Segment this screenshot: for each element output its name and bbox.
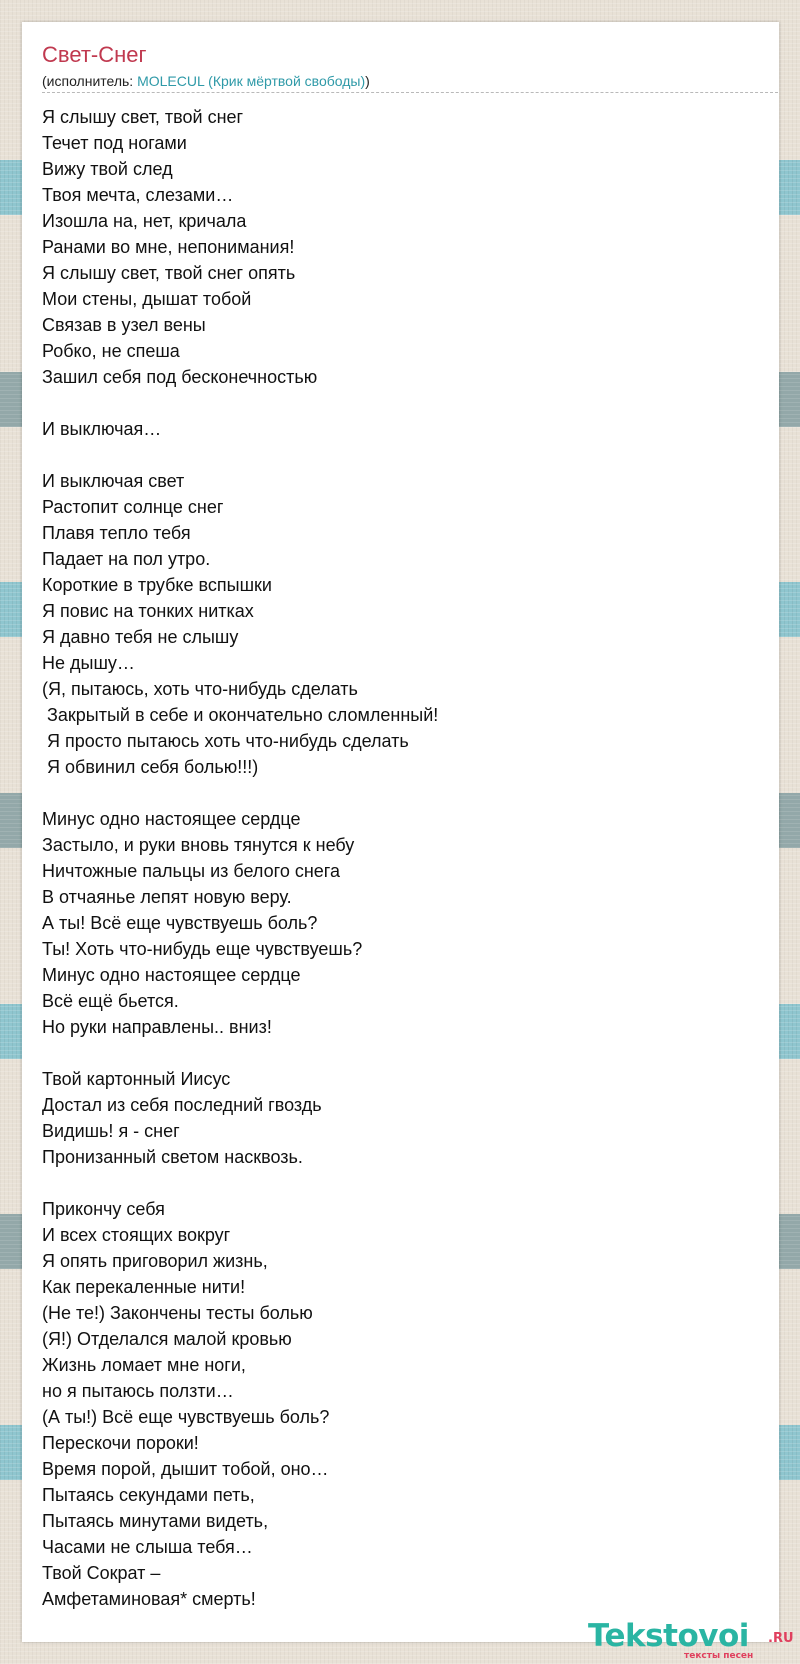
stanza-break	[42, 390, 742, 416]
lyric-line: Изошла на, нет, кричала	[42, 211, 247, 231]
lyric-line: Течет под ногами	[42, 133, 187, 153]
lyric-line: (Я!) Отделался малой кровью	[42, 1329, 292, 1349]
lyric-line: Минус одно настоящее сердце	[42, 965, 301, 985]
artist-link[interactable]: MOLECUL	[137, 73, 205, 89]
lyric-line: Амфетаминовая* смерть!	[42, 1589, 256, 1609]
lyric-line: Закрытый в себе и окончательно сломленный!	[42, 705, 439, 725]
lyric-line: Твой картонный Иисус	[42, 1069, 231, 1089]
lyric-line: Не дышу…	[42, 653, 135, 673]
stanza-break	[42, 442, 742, 468]
title-divider	[42, 92, 778, 93]
lyric-line: Связав в узел вены	[42, 315, 206, 335]
lyric-line: (Я, пытаюсь, хоть что-нибудь сделать	[42, 679, 358, 699]
lyric-line: И выключая свет	[42, 471, 185, 491]
lyrics-card	[22, 22, 794, 1661]
album-link[interactable]: (Крик мёртвой свободы)	[208, 73, 366, 89]
artist-prefix: (исполнитель:	[42, 73, 138, 89]
lyric-line: Зашил себя под бесконечностью	[42, 367, 318, 387]
lyric-line: (Не те!) Закончены тесты болью	[42, 1303, 313, 1323]
lyric-line: Время порой, дышит тобой, оно…	[42, 1459, 329, 1479]
stanza-break	[42, 1040, 742, 1066]
lyric-line: Ранами во мне, непонимания!	[42, 237, 295, 257]
lyric-line: Пронизанный светом насквозь.	[42, 1147, 303, 1167]
lyric-line: И всех стоящих вокруг	[42, 1225, 231, 1245]
lyric-line: Вижу твой след	[42, 159, 173, 179]
lyric-line: Я давно тебя не слышу	[42, 627, 239, 647]
lyric-line: Прикончу себя	[42, 1199, 165, 1219]
artist-suffix: )	[365, 73, 370, 89]
stanza-break	[42, 1170, 742, 1196]
lyric-line: Твоя мечта, слезами…	[42, 185, 234, 205]
stanza-break	[42, 780, 742, 806]
lyric-line: Я слышу свет, твой снег опять	[42, 263, 296, 283]
lyric-line: Короткие в трубке вспышки	[42, 575, 272, 595]
lyric-line: Пытаясь минутами видеть,	[42, 1511, 269, 1531]
lyric-line: Растопит солнце снег	[42, 497, 224, 517]
lyric-line: Плавя тепло тебя	[42, 523, 191, 543]
song-title: Свет-Снег	[42, 42, 147, 67]
lyric-line: Жизнь ломает мне ноги,	[42, 1355, 246, 1375]
lyric-line: Застыло, и руки вновь тянутся к небу	[42, 835, 355, 855]
lyric-line: Мои стены, дышат тобой	[42, 289, 252, 309]
lyric-line: но я пытаюсь ползти…	[42, 1381, 234, 1401]
lyric-line: А ты! Всё еще чувствуешь боль?	[42, 913, 318, 933]
lyric-line: Я просто пытаюсь хоть что-нибудь сделать	[42, 731, 409, 751]
lyric-line: Но руки направлены.. вниз!	[42, 1017, 272, 1037]
lyric-line: Твой Сократ –	[42, 1563, 161, 1583]
logo-tagline: тексты песен	[684, 1651, 754, 1661]
lyric-line: Ты! Хоть что-нибудь еще чувствуешь?	[42, 939, 363, 959]
lyrics-text	[42, 104, 742, 1612]
lyric-line: Как перекаленные нити!	[42, 1277, 246, 1297]
logo-name: Tekstovoi	[588, 1618, 749, 1654]
lyric-line: Я опять приговорил жизнь,	[42, 1251, 268, 1271]
lyric-line: Видишь! я - снег	[42, 1121, 180, 1141]
lyric-line: Достал из себя последний гвоздь	[42, 1095, 322, 1115]
lyric-line: И выключая…	[42, 419, 162, 439]
lyric-line: Всё ещё бьется.	[42, 991, 179, 1011]
lyric-line: Перескочи пороки!	[42, 1433, 199, 1453]
lyric-line: Пытаясь секундами петь,	[42, 1485, 255, 1505]
lyric-line: Робко, не спеша	[42, 341, 180, 361]
lyric-line: Я слышу свет, твой снег	[42, 107, 244, 127]
site-logo[interactable]	[588, 1618, 794, 1662]
lyric-line: Часами не слыша тебя…	[42, 1537, 253, 1557]
lyric-line: Я повис на тонких нитках	[42, 601, 254, 621]
lyric-line: Минус одно настоящее сердце	[42, 809, 301, 829]
lyric-line: Ничтожные пальцы из белого снега	[42, 861, 340, 881]
lyric-line: Я обвинил себя болью!!!)	[42, 757, 259, 777]
lyric-line: Падает на пол утро.	[42, 549, 211, 569]
artist-line	[42, 73, 370, 89]
lyric-line: (А ты!) Всё еще чувствуешь боль?	[42, 1407, 330, 1427]
lyric-line: В отчаянье лепят новую веру.	[42, 887, 292, 907]
logo-tld: .RU	[768, 1631, 794, 1646]
